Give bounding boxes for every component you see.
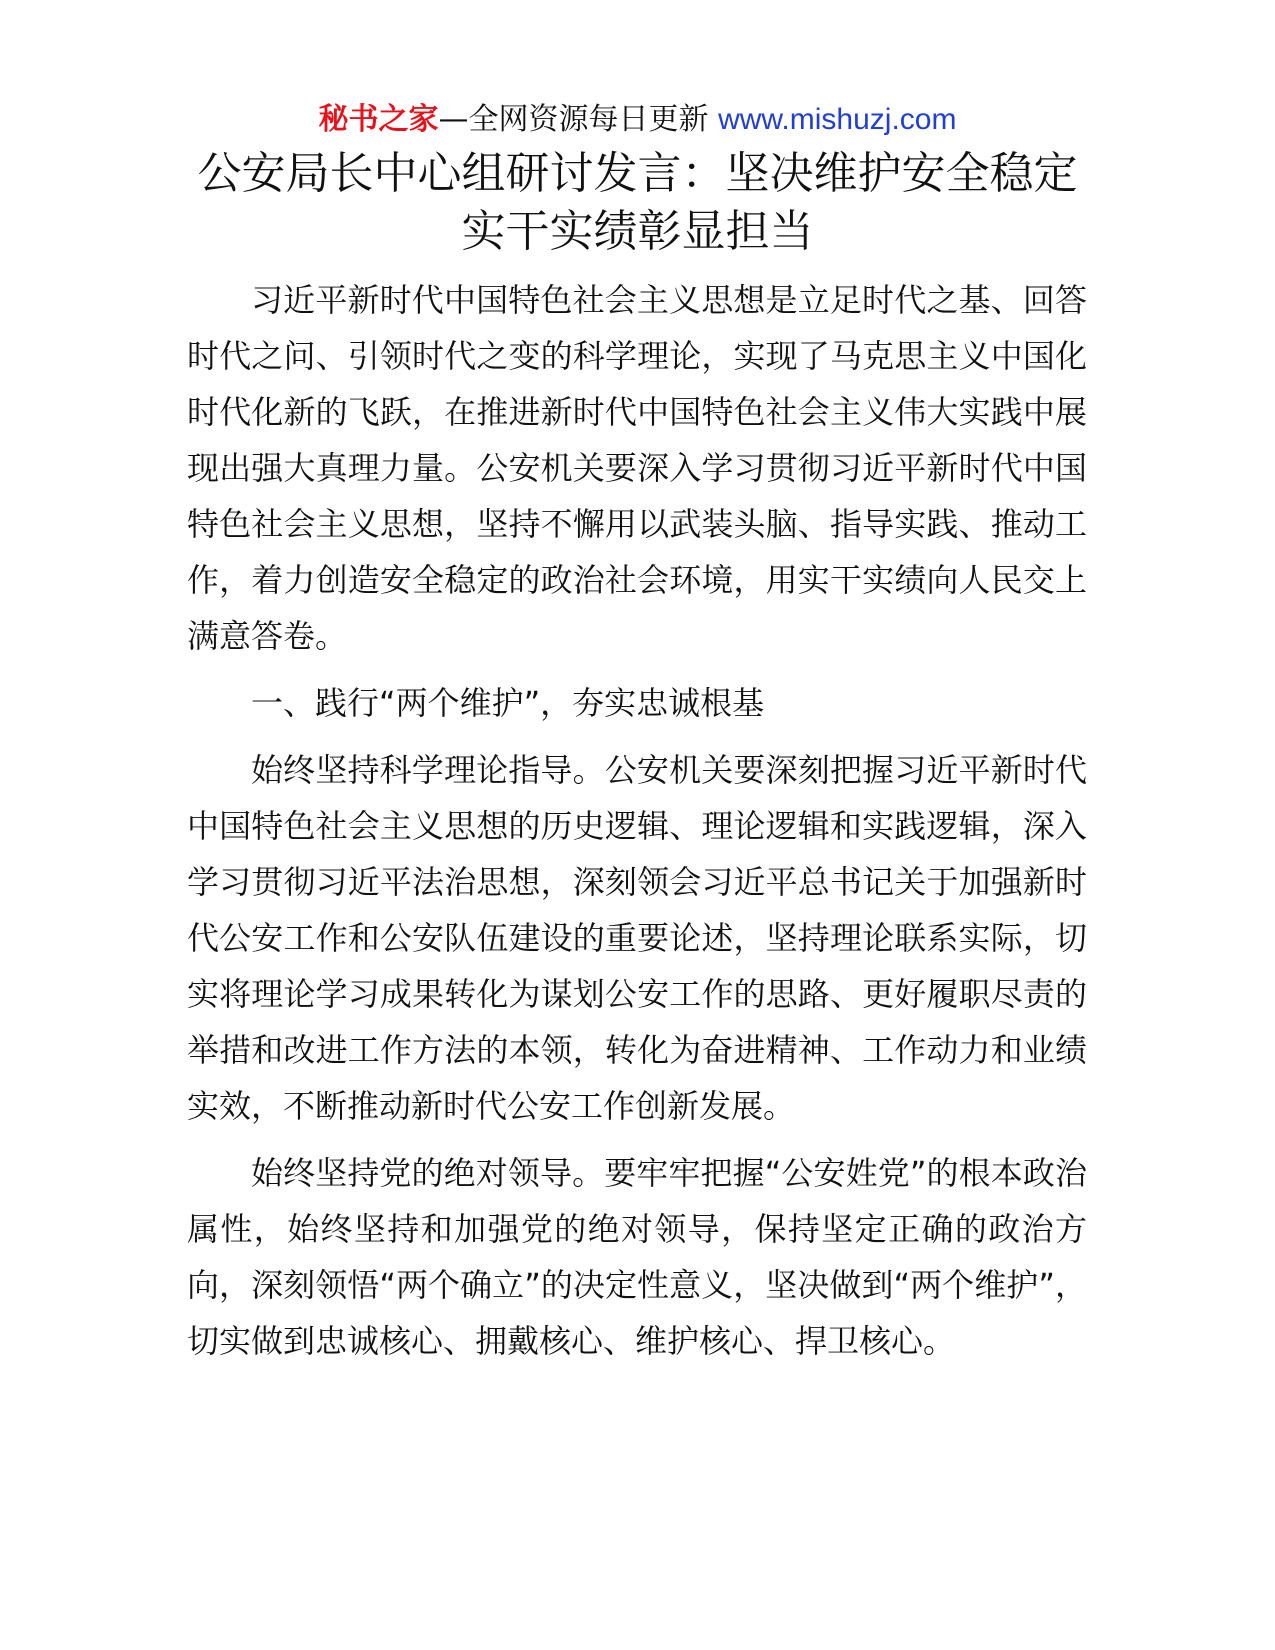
document-title-line-1: 公安局长中心组研讨发言：坚决维护安全稳定 bbox=[197, 148, 1078, 199]
section-heading-1: 一、践行“两个维护”，夯实忠诚根基 bbox=[251, 684, 765, 722]
paragraph-theory-guidance: 始终坚持科学理论指导。公安机关要深刻把握习近平新时代中国特色社会主义思想的历史逻辑、理论逻辑和实践逻辑，深入学习贯彻习近平法治思想，深刻领会习近平总书记关于加强新时代公安工作和公安队伍建设的重要论述，坚持理论联系实际，切实将理论学习成果转化为谋划公安工作的思路、更好履职尽责的举措和改进工作方法的本领，转化为奋进精神、工作动力和业绩实效，不断推动新时代公安工作创新发展。 bbox=[187, 751, 1087, 1125]
document-body bbox=[187, 272, 1087, 1380]
paragraph-party-leadership: 始终坚持党的绝对领导。要牢牢把握“公安姓党”的根本政治属性，始终坚持和加强党的绝对领导，保持坚定正确的政治方向，深刻领悟“两个确立”的决定性意义，坚决做到“两个维护”，切实做到忠诚核心、拥戴核心、维护核心、捍卫核心。 bbox=[187, 1154, 1087, 1360]
header-slogan: —全网资源每日更新 bbox=[438, 102, 719, 137]
site-url-link[interactable]: www.mishuzj.com bbox=[718, 103, 957, 136]
paragraph-intro: 习近平新时代中国特色社会主义思想是立足时代之基、回答时代之问、引领时代之变的科学理论，实现了马克思主义中国化时代化新的飞跃，在推进新时代中国特色社会主义伟大实践中展现出强大真理力量。公安机关要深入学习贯彻习近平新时代中国特色社会主义思想，坚持不懈用以武装头脑、指导实践、推动工作，着力创造安全稳定的政治社会环境，用实干实绩向人民交上满意答卷。 bbox=[187, 281, 1087, 655]
site-header bbox=[0, 100, 1275, 140]
document-title-line-2: 实干实绩彰显担当 bbox=[461, 206, 814, 257]
brand-name: 秘书之家 bbox=[318, 102, 439, 137]
